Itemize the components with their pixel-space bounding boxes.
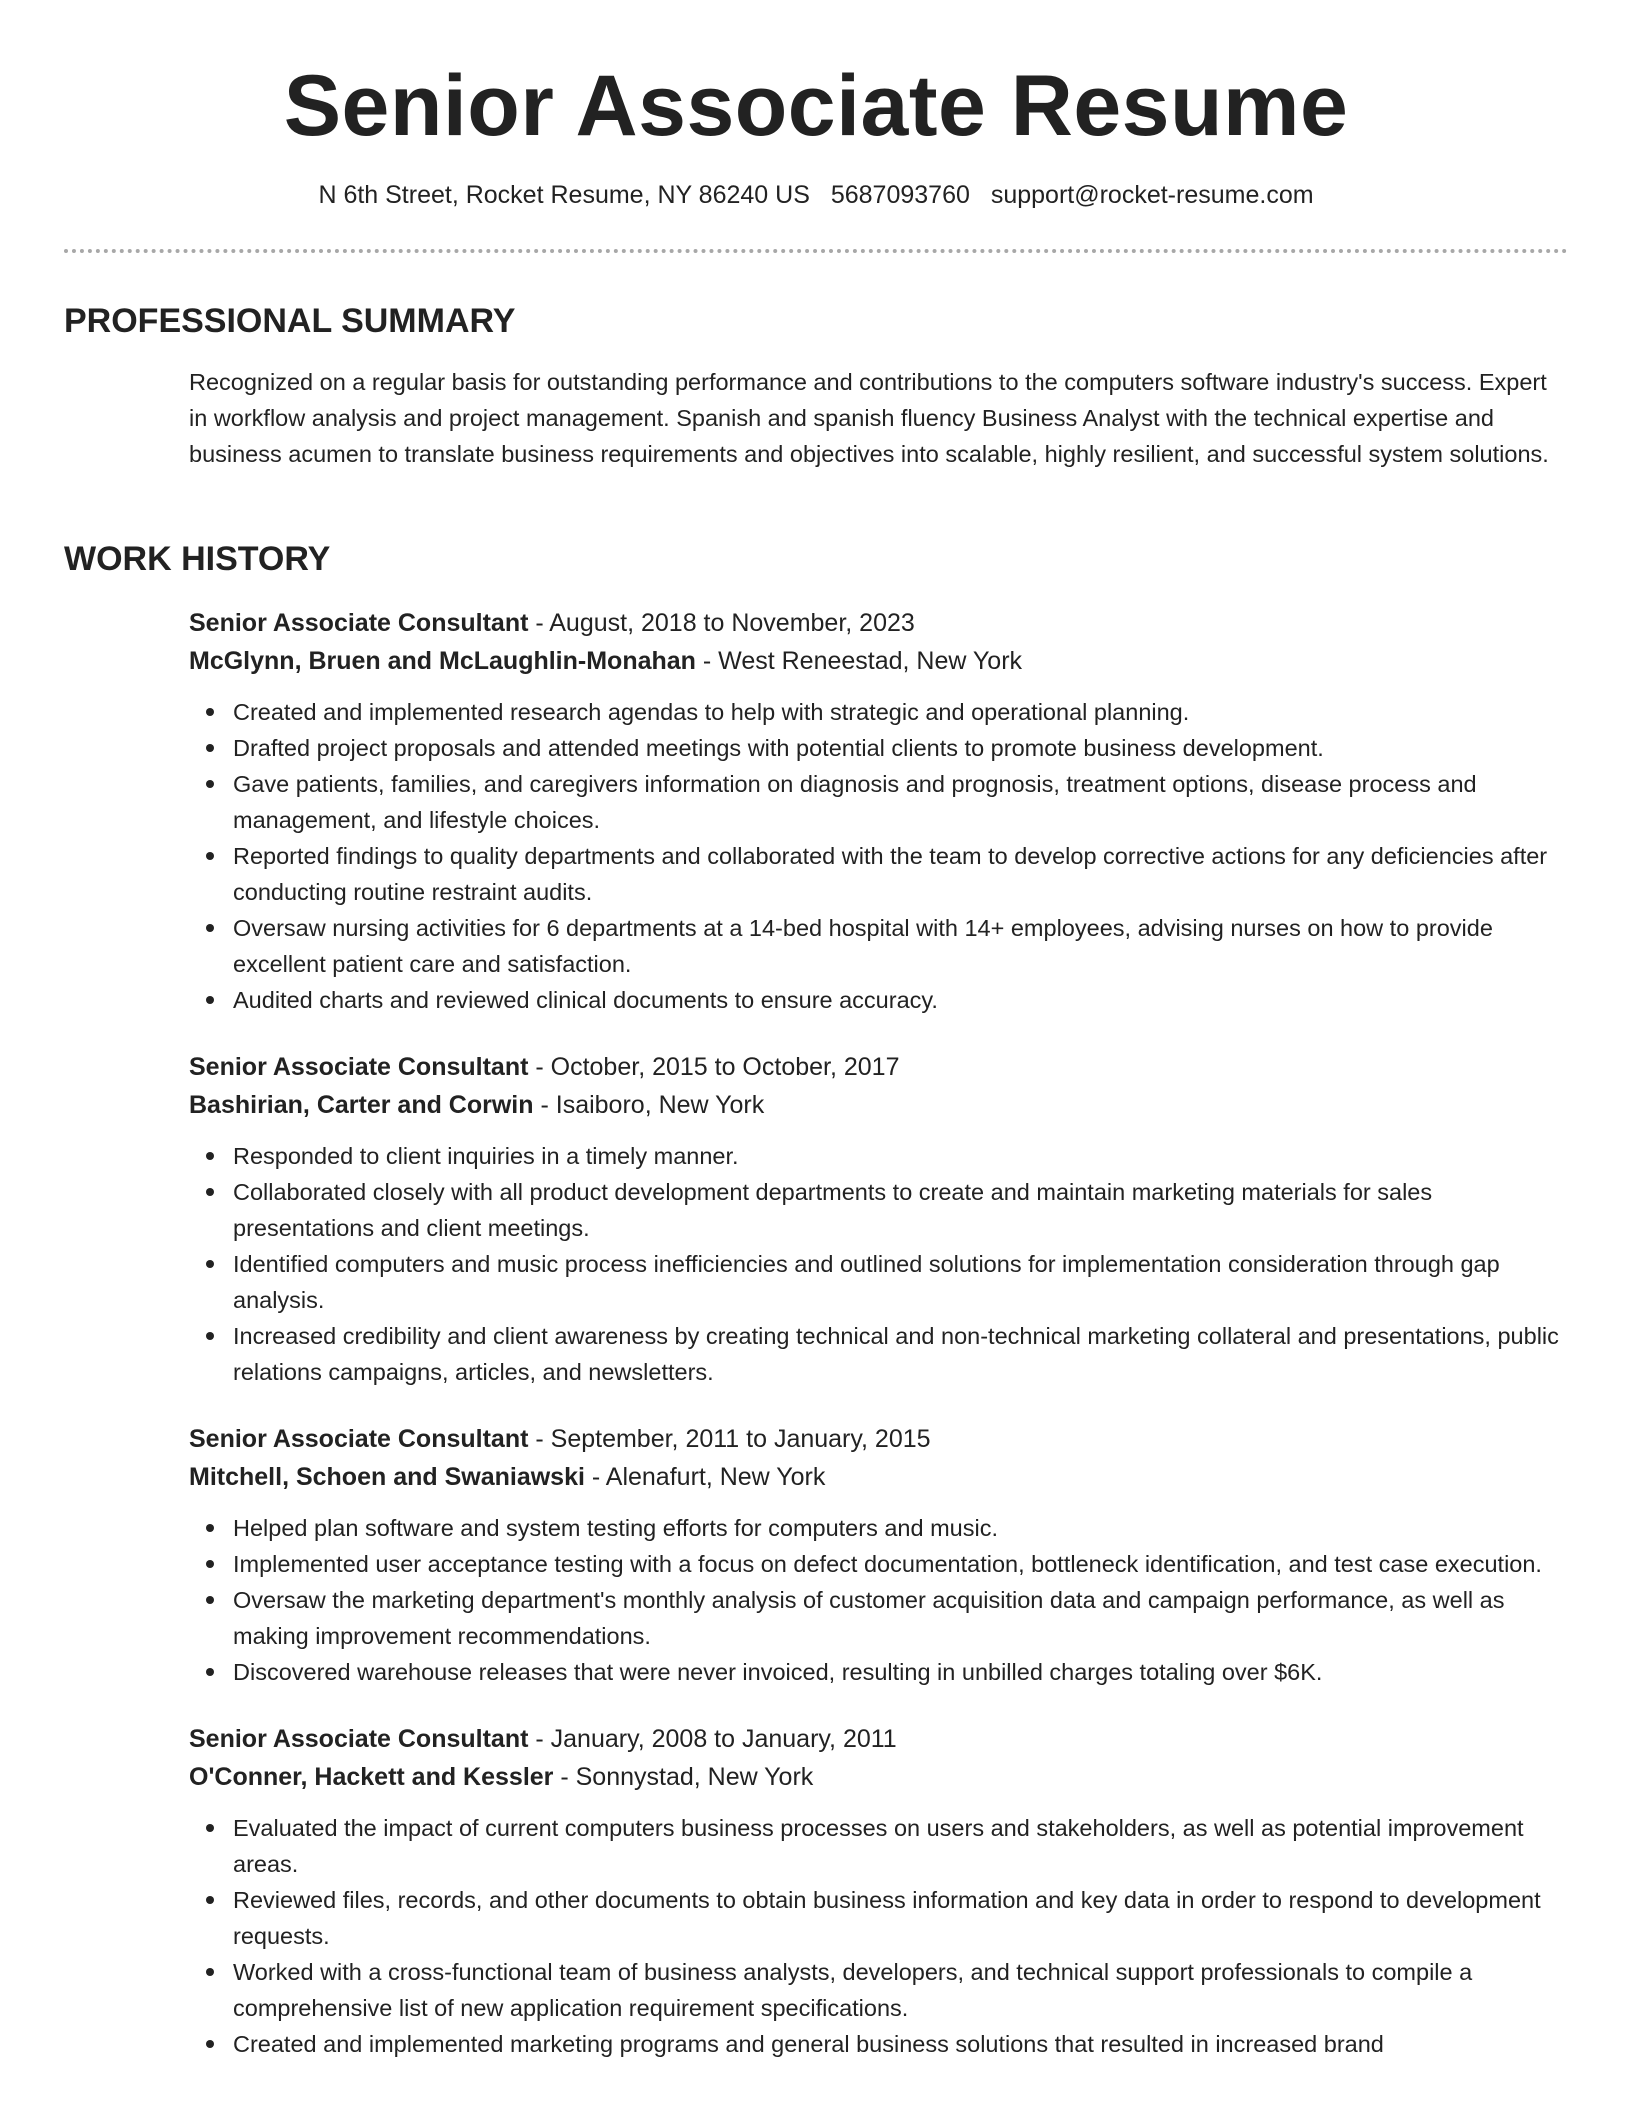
job-dates: - August, 2018 to November, 2023 bbox=[528, 609, 915, 637]
job-bullet: Worked with a cross-functional team of business analysts, developers, and technical support professionals to compile a comprehensive list of new application requirement specifications. bbox=[233, 1954, 1568, 2026]
job-title-line bbox=[189, 1048, 1568, 1086]
job-bullet: Implemented user acceptance testing with a focus on defect documentation, bottleneck identification, and test case execution. bbox=[233, 1546, 1568, 1582]
job-bullet: Helped plan software and system testing efforts for computers and music. bbox=[233, 1510, 1568, 1546]
job-bullet: Created and implemented research agendas to help with strategic and operational planning. bbox=[233, 694, 1568, 730]
work-history-list bbox=[189, 604, 1568, 2092]
job-location: - West Reneestad, New York bbox=[695, 647, 1023, 675]
job-bullets bbox=[189, 1138, 1568, 1390]
job-entry bbox=[189, 1048, 1568, 1390]
job-dates: - January, 2008 to January, 2011 bbox=[528, 1725, 897, 1753]
job-bullets bbox=[189, 694, 1568, 1018]
job-title: Senior Associate Consultant bbox=[189, 609, 529, 637]
job-bullet: Oversaw the marketing department's monthly analysis of customer acquisition data and campaign performance, as well as making improvement recommendations. bbox=[233, 1582, 1568, 1654]
job-bullet: Drafted project proposals and attended meetings with potential clients to promote business development. bbox=[233, 730, 1568, 766]
job-company-line bbox=[189, 642, 1568, 680]
job-bullet: Audited charts and reviewed clinical documents to ensure accuracy. bbox=[233, 982, 1568, 1018]
job-bullet: Discovered warehouse releases that were never invoiced, resulting in unbilled charges totaling over $6K. bbox=[233, 1654, 1568, 1690]
job-bullets bbox=[189, 1810, 1568, 2062]
job-company: McGlynn, Bruen and McLaughlin-Monahan bbox=[189, 647, 696, 675]
job-bullet: Identified computers and music process inefficiencies and outlined solutions for implementation consideration through gap analysis. bbox=[233, 1246, 1568, 1318]
job-bullet: Oversaw nursing activities for 6 departments at a 14-bed hospital with 14+ employees, advising nurses on how to provide excellent patient care and satisfaction. bbox=[233, 910, 1568, 982]
job-company: O'Conner, Hackett and Kessler bbox=[189, 1763, 554, 1791]
job-location: - Isaiboro, New York bbox=[533, 1091, 765, 1119]
header-divider bbox=[64, 249, 1568, 253]
job-title-line bbox=[189, 1720, 1568, 1758]
contact-email: support@rocket-resume.com bbox=[990, 181, 1314, 209]
job-company-line bbox=[189, 1458, 1568, 1496]
job-title-line bbox=[189, 1420, 1568, 1458]
contact-phone: 5687093760 bbox=[830, 181, 970, 209]
job-entry bbox=[189, 1420, 1568, 1690]
job-title-line bbox=[189, 604, 1568, 642]
job-title: Senior Associate Consultant bbox=[189, 1425, 529, 1453]
job-bullet: Created and implemented marketing programs and general business solutions that resulted in increased brand bbox=[233, 2026, 1568, 2062]
job-dates: - September, 2011 to January, 2015 bbox=[528, 1425, 931, 1453]
contact-line bbox=[0, 180, 1632, 210]
job-bullet: Collaborated closely with all product development departments to create and maintain marketing materials for sales presentations and client meetings. bbox=[233, 1174, 1568, 1246]
job-company-line bbox=[189, 1086, 1568, 1124]
job-bullet: Gave patients, families, and caregivers information on diagnosis and prognosis, treatment options, disease process and management, and lifestyle choices. bbox=[233, 766, 1568, 838]
job-entry bbox=[189, 1720, 1568, 2062]
job-company: Mitchell, Schoen and Swaniawski bbox=[189, 1463, 585, 1491]
contact-address: N 6th Street, Rocket Resume, NY 86240 US bbox=[318, 181, 810, 209]
job-entry bbox=[189, 604, 1568, 1018]
job-bullet: Responded to client inquiries in a timely manner. bbox=[233, 1138, 1568, 1174]
job-bullet: Increased credibility and client awareness by creating technical and non-technical marketing collateral and presentations, public relations campaigns, articles, and newsletters. bbox=[233, 1318, 1568, 1390]
job-dates: - October, 2015 to October, 2017 bbox=[528, 1053, 900, 1081]
summary-heading: PROFESSIONAL SUMMARY bbox=[64, 302, 516, 340]
job-company: Bashirian, Carter and Corwin bbox=[189, 1091, 534, 1119]
job-title: Senior Associate Consultant bbox=[189, 1725, 529, 1753]
page-title: Senior Associate Resume bbox=[283, 58, 1349, 154]
job-bullet: Reported findings to quality departments and collaborated with the team to develop corrective actions for any deficiencies after conducting routine restraint audits. bbox=[233, 838, 1568, 910]
job-bullets bbox=[189, 1510, 1568, 1690]
job-location: - Sonnystad, New York bbox=[553, 1763, 814, 1791]
work-history-heading: WORK HISTORY bbox=[64, 540, 331, 578]
job-location: - Alenafurt, New York bbox=[584, 1463, 826, 1491]
summary-text: Recognized on a regular basis for outstanding performance and contributions to the computers software industry's success. Expert in workflow analysis and project management. Spanish and spanish fluency Business Analyst with the technical expertise and business acumen to translate business requirements and objectives into scalable, highly resilient, and successful system solutions. bbox=[189, 369, 1549, 467]
job-bullet: Evaluated the impact of current computers business processes on users and stakeholders, as well as potential improvement areas. bbox=[233, 1810, 1568, 1882]
job-title: Senior Associate Consultant bbox=[189, 1053, 529, 1081]
job-company-line bbox=[189, 1758, 1568, 1796]
job-bullet: Reviewed files, records, and other documents to obtain business information and key data in order to respond to development requests. bbox=[233, 1882, 1568, 1954]
